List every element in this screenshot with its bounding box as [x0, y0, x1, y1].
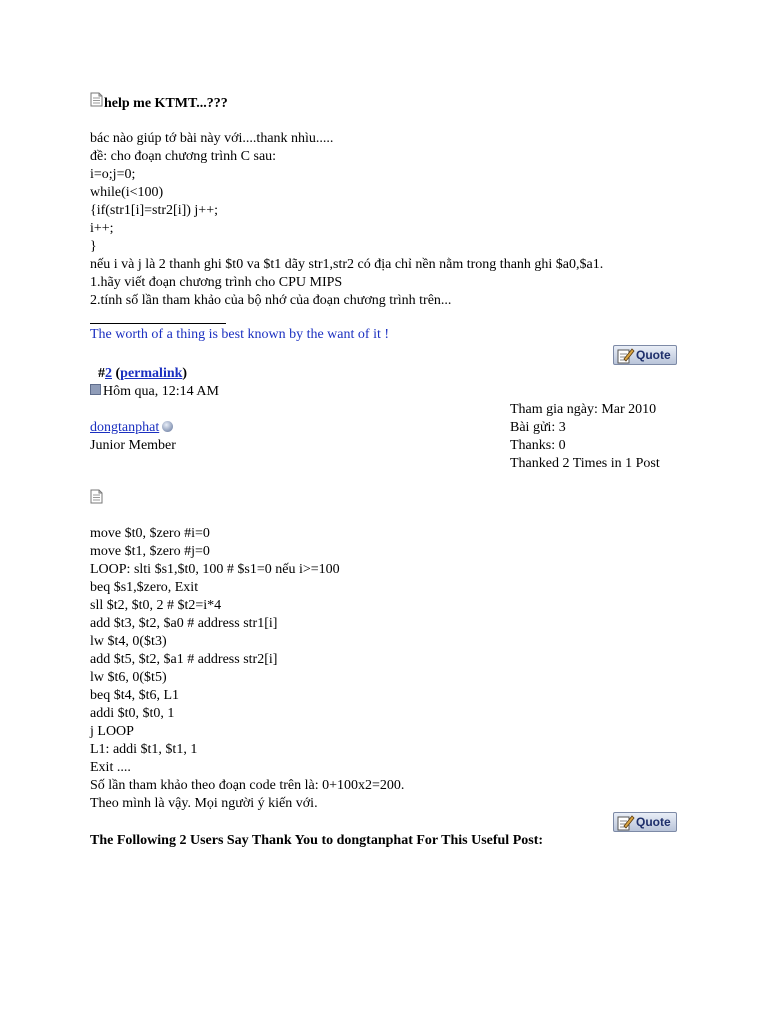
- post-date-row: [90, 383, 219, 401]
- code-line: sll $t2, $t0, 2 # $t2=i*4: [90, 598, 222, 613]
- post-line: 1.hãy viết đoạn chương trình cho CPU MIPS: [90, 275, 343, 290]
- permalink-link[interactable]: permalink: [120, 366, 183, 381]
- document-icon: [90, 489, 103, 504]
- thanks-banner: The Following 2 Users Say Thank You to dongtanphat For This Useful Post:: [90, 833, 544, 848]
- signature: The worth of a thing is best known by the want of it !: [90, 327, 390, 342]
- post-status-icon: [90, 384, 101, 395]
- post-line: i=o;j=0;: [90, 167, 136, 182]
- post-line: while(i<100): [90, 185, 164, 200]
- post-line: nếu i và j là 2 thanh ghi $t0 va $t1 dãy str1,str2 có địa chỉ nền nằm trong thanh ghi $a0,$a1.: [90, 257, 604, 272]
- post-title: help me KTMT...???: [104, 96, 228, 111]
- post-number-prefix: #: [98, 366, 105, 381]
- user-post-count: Bài gửi: 3: [510, 420, 566, 435]
- post-author-row: [90, 419, 173, 437]
- signature-divider: [90, 323, 226, 324]
- post-line: }: [90, 239, 97, 254]
- document-icon: [90, 92, 103, 107]
- code-line: Số lần tham khảo theo đoạn code trên là: 0+100x2=200.: [90, 778, 405, 793]
- code-line: lw $t6, 0($t5): [90, 670, 167, 685]
- code-line: LOOP: slti $s1,$t0, 100 # $s1=0 nếu i>=100: [90, 562, 340, 577]
- user-join-date: Tham gia ngày: Mar 2010: [510, 402, 657, 417]
- code-line: move $t0, $zero #i=0: [90, 526, 210, 541]
- post-number: #2 (permalink): [98, 366, 188, 381]
- user-thanked: Thanked 2 Times in 1 Post: [510, 456, 660, 471]
- quote-button-label: Quote: [636, 815, 671, 829]
- code-line: move $t1, $zero #j=0: [90, 544, 210, 559]
- code-line: j LOOP: [90, 724, 134, 739]
- post-line: đề: cho đoạn chương trình C sau:: [90, 149, 277, 164]
- post-date: Hôm qua, 12:14 AM: [103, 384, 219, 399]
- quote-pencil-icon: [617, 814, 635, 831]
- username-link[interactable]: dongtanphat: [90, 420, 160, 435]
- quote-button-label: Quote: [636, 348, 671, 362]
- code-line: beq $s1,$zero, Exit: [90, 580, 199, 595]
- code-line: L1: addi $t1, $t1, 1: [90, 742, 198, 757]
- code-line: addi $t0, $t0, 1: [90, 706, 175, 721]
- post-line: {if(str1[i]=str2[i]) j++;: [90, 203, 218, 218]
- user-thanks: Thanks: 0: [510, 438, 566, 453]
- code-line: add $t3, $t2, $a0 # address str1[i]: [90, 616, 278, 631]
- post-line: i++;: [90, 221, 114, 236]
- code-line: lw $t4, 0($t3): [90, 634, 167, 649]
- code-line: add $t5, $t2, $a1 # address str2[i]: [90, 652, 278, 667]
- post-line: 2.tính số lần tham khảo của bộ nhớ của đoạn chương trình trên...: [90, 293, 452, 308]
- quote-pencil-icon: [617, 347, 635, 364]
- post-line: bác nào giúp tớ bài này với....thank nhìu.....: [90, 131, 334, 146]
- quote-button[interactable]: [613, 812, 677, 832]
- post-number-link[interactable]: 2: [105, 366, 112, 381]
- code-line: beq $t4, $t6, L1: [90, 688, 180, 703]
- online-status-icon: [162, 421, 173, 432]
- quote-button[interactable]: [613, 345, 677, 365]
- user-rank: Junior Member: [90, 438, 176, 453]
- code-line: Theo mình là vậy. Mọi người ý kiến với.: [90, 796, 318, 811]
- code-line: Exit ....: [90, 760, 131, 775]
